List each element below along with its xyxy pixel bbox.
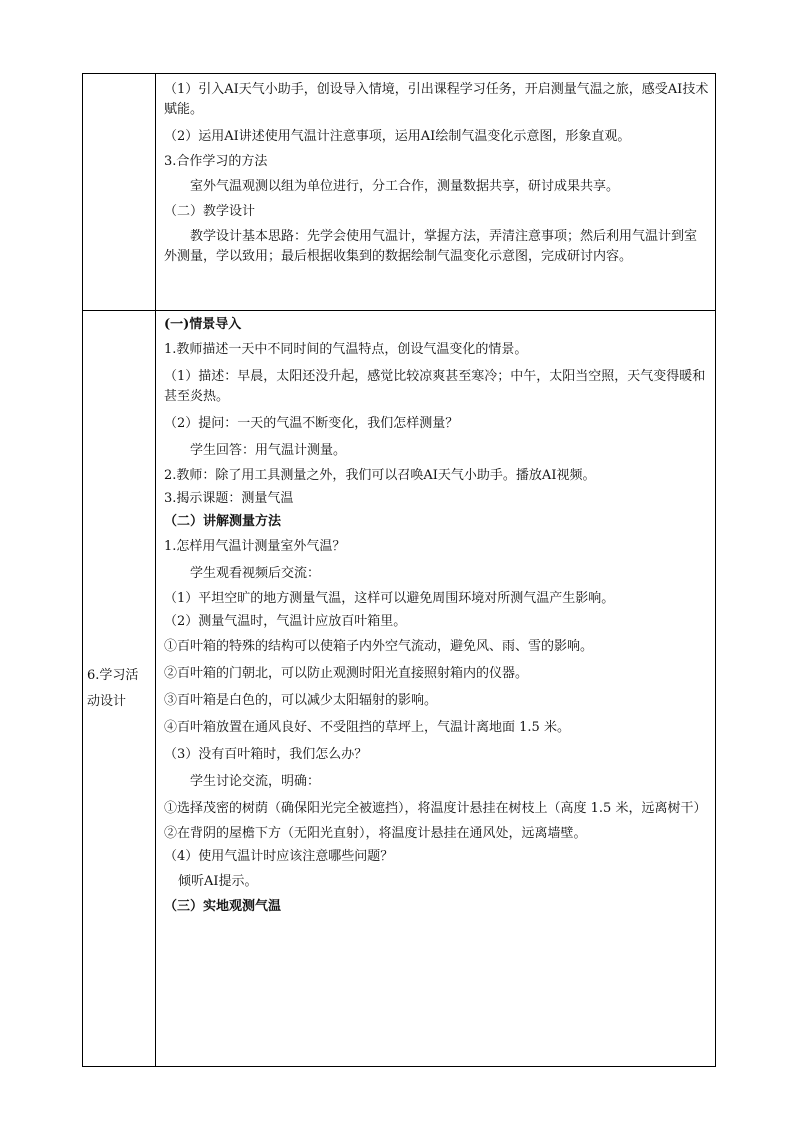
list-item: ②在背阴的屋檐下方（无阳光直射），将温度计悬挂在通风处，远离墙壁。: [164, 826, 587, 841]
list-item: ①百叶箱的特殊的结构可以使箱子内外空气流动，避免风、雨、雪的影响。: [164, 639, 594, 654]
label-cell: [83, 311, 156, 1067]
paragraph: （2）测量气温时，气温计应放百叶箱里。: [164, 614, 407, 629]
paragraph: 倾听AI提示。: [178, 874, 258, 889]
section-heading: （二）讲解测量方法: [164, 514, 282, 529]
paragraph: （3）没有百叶箱时，我们怎么办？: [164, 747, 368, 762]
list-item: ①选择茂密的树荫（确保阳光完全被遮挡），将温度计悬挂在树枝上（高度 1.5 米，远离树干）: [164, 801, 707, 816]
paragraph: 学生观看视频后交流：: [190, 566, 321, 581]
table-row: [83, 311, 716, 1067]
section-heading: （三）实地观测气温: [164, 899, 282, 914]
section-heading: (一)情景导入: [164, 317, 242, 332]
paragraph: 3.揭示课题：测量气温: [164, 491, 294, 506]
paragraph: 学生讨论交流，明确：: [190, 774, 321, 789]
list-item: ③百叶箱是白色的，可以减少太阳辐射的影响。: [164, 693, 438, 708]
paragraph: （4）使用气温计时应该注意哪些问题？: [164, 849, 394, 864]
list-item: ②百叶箱的门朝北，可以防止观测时阳光直接照射箱内的仪器。: [164, 666, 529, 681]
paragraph: （2）运用AI讲述使用气温计注意事项，运用AI绘制气温变化示意图，形象直观。: [164, 129, 631, 144]
paragraph: （2）提问：一天的气温不断变化，我们怎样测量？: [164, 416, 459, 431]
paragraph: （1）描述：早晨，太阳还没升起，感觉比较凉爽甚至寒冷；中午，太阳当空照，天气变得暖和甚至炎热。: [164, 369, 706, 404]
content-cell-methods: [156, 74, 716, 311]
paragraph: （1）引入AI天气小助手，创设导入情境，引出课程学习任务，开启测量气温之旅，感受AI技术赋能。: [164, 82, 709, 117]
paragraph: 教学设计基本思路：先学会使用气温计，掌握方法，弄清注意事项；然后利用气温计到室外测量，学以致用；最后根据收集到的数据绘制气温变化示意图，完成研讨内容。: [164, 229, 698, 264]
paragraph: 1.教师描述一天中不同时间的气温特点，创设气温变化的情景。: [164, 342, 528, 357]
paragraph: （1）平坦空旷的地方测量气温，这样可以避免周围环境对所测气温产生影响。: [164, 591, 615, 606]
section-label: 6.学习活动设计: [87, 667, 139, 709]
paragraph: 1.怎样用气温计测量室外气温？: [164, 539, 346, 554]
table-row: [83, 74, 716, 311]
lesson-plan-table: [82, 73, 716, 1067]
label-cell-empty: [83, 74, 156, 311]
paragraph: 学生回答：用气温计测量。: [190, 443, 347, 458]
paragraph: 室外气温观测以组为单位进行，分工合作，测量数据共享，研讨成果共享。: [190, 179, 620, 194]
subheading: （二）教学设计: [164, 204, 256, 219]
paragraph: 2.教师：除了用工具测量之外，我们可以召唤AI天气小助手。播放AI视频。: [164, 468, 596, 483]
content-cell-activities: [156, 311, 716, 1067]
subheading: 3.合作学习的方法: [164, 154, 268, 169]
list-item: ④百叶箱放置在通风良好、不受阻挡的草坪上，气温计离地面 1.5 米。: [164, 720, 570, 735]
